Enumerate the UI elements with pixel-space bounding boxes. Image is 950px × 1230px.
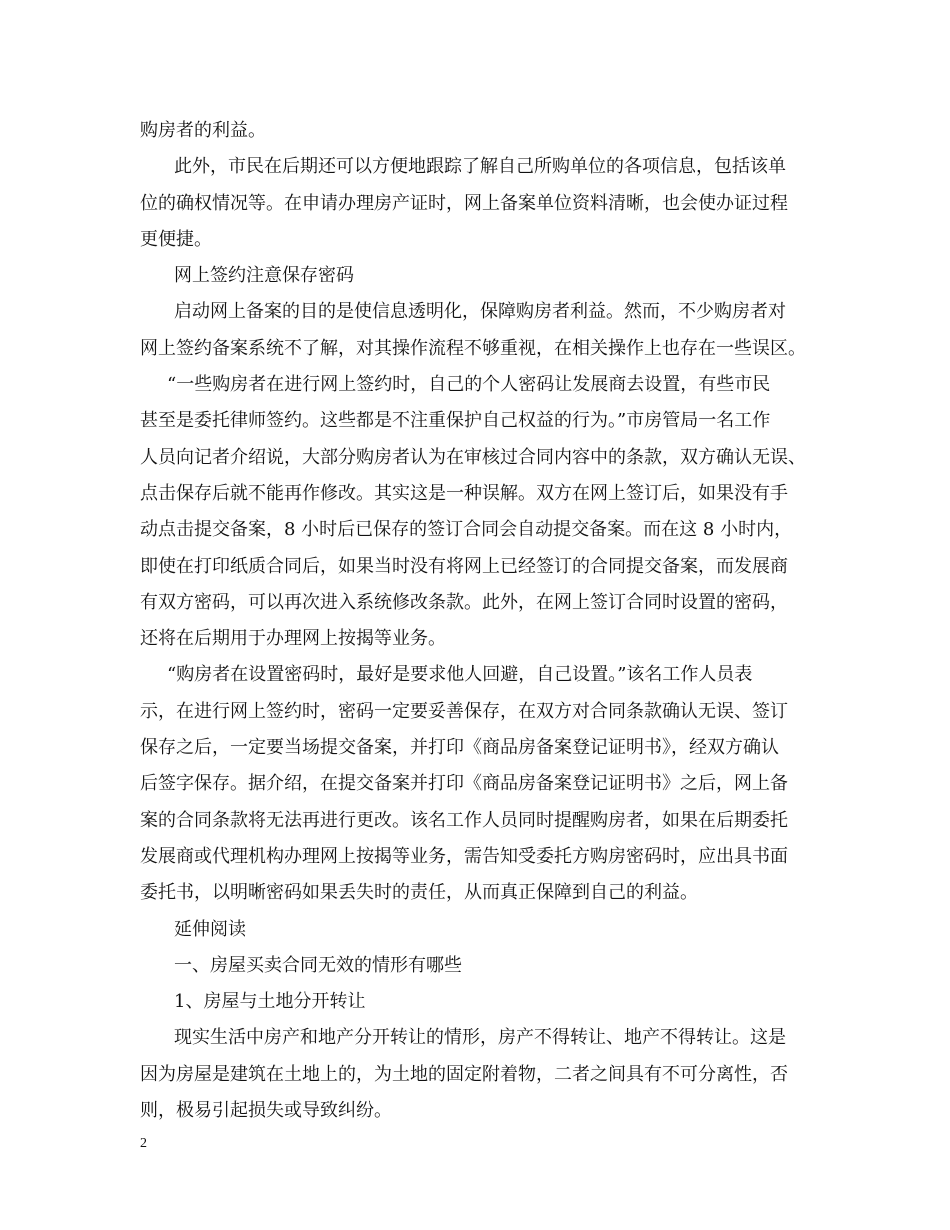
paragraph-line: 则，极易引起损失或导致纠纷。 — [140, 1100, 392, 1122]
paragraph-line: 购房者的利益。 — [140, 120, 266, 141]
paragraph-line: 现实生活中房产和地产分开转让的情形，房产不得转让、地产不得转让。这是 — [174, 1027, 786, 1049]
section-heading: 一、房屋买卖合同无效的情形有哪些 — [174, 954, 462, 976]
paragraph-line: 后签字保存。据介绍，在提交备案并打印《商品房备案登记证明书》之后，网上备 — [140, 773, 788, 795]
section-heading: 网上签约注意保存密码 — [174, 265, 354, 287]
paragraph-line: 有双方密码，可以再次进入系统修改条款。此外，在网上签订合同时设置的密码， — [140, 591, 788, 613]
paragraph-line: 还将在后期用于办理网上按揭等业务。 — [140, 628, 446, 650]
paragraph-line: 委托书，以明晰密码如果丢失时的责任，从而真正保障到自己的利益。 — [140, 882, 698, 904]
section-heading: 1、房屋与土地分开转让 — [174, 991, 366, 1013]
body-text — [140, 113, 830, 1129]
paragraph-line: 人员向记者介绍说，大部分购房者认为在审核过合同内容中的条款，双方确认无误、 — [140, 446, 806, 468]
paragraph-line: 因为房屋是建筑在土地上的，为土地的固定附着物，二者之间具有不可分离性，否 — [140, 1063, 788, 1085]
paragraph-line: 位的确权情况等。在申请办理房产证时，网上备案单位资料清晰，也会使办证过程 — [140, 192, 788, 214]
paragraph-line: 发展商或代理机构办理网上按揭等业务，需告知受委托方购房密码时，应出具书面 — [140, 845, 788, 867]
paragraph-line: “购房者在设置密码时，最好是要求他人回避，自己设置。”该名工作人员表 — [167, 664, 753, 686]
paragraph-line: 甚至是委托律师签约。这些都是不注重保护自己权益的行为。”市房管局一名工作 — [140, 410, 771, 432]
paragraph-line: “一些购房者在进行网上签约时，自己的个人密码让发展商去设置，有些市民 — [167, 374, 771, 396]
paragraph-line: 示，在进行网上签约时，密码一定要妥善保存，在双方对合同条款确认无误、签订 — [140, 700, 788, 722]
paragraph-line: 更便捷。 — [140, 228, 212, 250]
paragraph-line: 案的合同条款将无法再进行更改。该名工作人员同时提醒购房者，如果在后期委托 — [140, 809, 788, 831]
paragraph-line: 网上签约备案系统不了解，对其操作流程不够重视，在相关操作上也存在一些误区。 — [140, 337, 806, 359]
paragraph-line: 动点击提交备案，8 小时后已保存的签订合同会自动提交备案。而在这 8 小时内， — [140, 519, 793, 541]
paragraph-line: 保存之后，一定要当场提交备案，并打印《商品房备案登记证明书》，经双方确认 — [140, 737, 779, 759]
paragraph-line: 即使在打印纸质合同后，如果当时没有将网上已经签订的合同提交备案，而发展商 — [140, 555, 788, 577]
page-number: 2 — [140, 1136, 147, 1151]
paragraph-line: 启动网上备案的目的是使信息透明化，保障购房者利益。然而，不少购房者对 — [174, 301, 786, 323]
section-heading: 延伸阅读 — [174, 918, 246, 940]
paragraph-line: 此外，市民在后期还可以方便地跟踪了解自己所购单位的各项信息，包括该单 — [174, 156, 786, 178]
paragraph-line: 点击保存后就不能再作修改。其实这是一种误解。双方在网上签订后，如果没有手 — [140, 482, 788, 504]
